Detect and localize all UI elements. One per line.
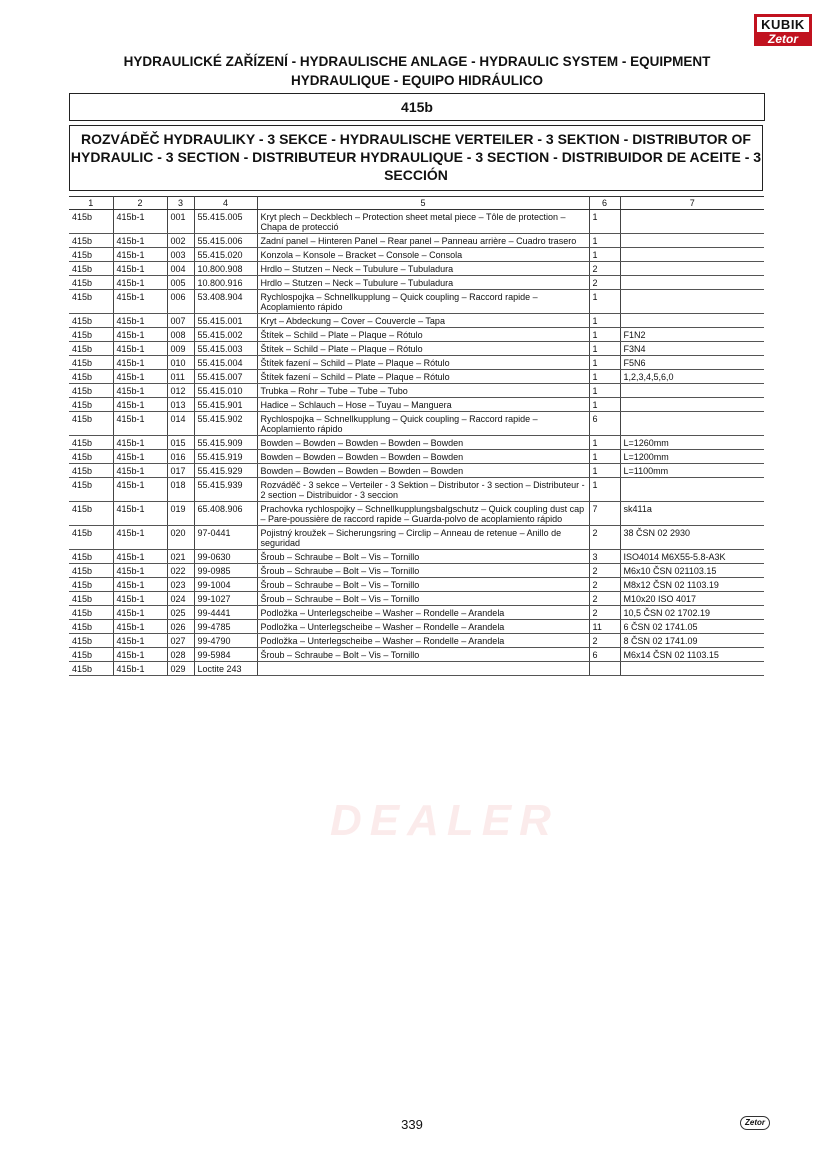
subgroup-cell: 415b-1 bbox=[113, 370, 167, 384]
position-cell: 027 bbox=[167, 634, 194, 648]
note-cell: M6x10 ČSN 021103.15 bbox=[620, 564, 764, 578]
part-number-cell: Loctite 243 bbox=[194, 662, 257, 676]
part-number-cell: 55.415.007 bbox=[194, 370, 257, 384]
note-cell bbox=[620, 412, 764, 436]
subgroup-cell: 415b-1 bbox=[113, 550, 167, 564]
part-number-cell: 10.800.908 bbox=[194, 262, 257, 276]
table-row bbox=[69, 634, 764, 648]
position-cell: 005 bbox=[167, 276, 194, 290]
quantity-cell: 1 bbox=[589, 370, 620, 384]
description-cell: Pojistný kroužek – Sicherungsring – Circlip – Anneau de retenue – Anillo de seguridad bbox=[257, 526, 589, 550]
subgroup-cell: 415b-1 bbox=[113, 592, 167, 606]
table-row bbox=[69, 592, 764, 606]
part-number-cell: 99-1004 bbox=[194, 578, 257, 592]
position-cell: 018 bbox=[167, 478, 194, 502]
part-number-cell: 55.415.919 bbox=[194, 450, 257, 464]
position-cell: 003 bbox=[167, 248, 194, 262]
note-cell: sk411a bbox=[620, 502, 764, 526]
table-row bbox=[69, 526, 764, 550]
description-cell bbox=[257, 662, 589, 676]
note-cell bbox=[620, 662, 764, 676]
group-cell: 415b bbox=[69, 620, 113, 634]
group-cell: 415b bbox=[69, 450, 113, 464]
table-row bbox=[69, 620, 764, 634]
section-title-line1: ROZVÁDĚČ HYDRAULIKY - 3 SEKCE - HYDRAULISCHE VERTEILER - 3 SEKTION - DISTRIBUTOR OF bbox=[81, 131, 751, 147]
section-title bbox=[69, 125, 763, 191]
group-cell: 415b bbox=[69, 550, 113, 564]
description-cell: Bowden – Bowden – Bowden – Bowden – Bowden bbox=[257, 464, 589, 478]
part-number-cell: 99-5984 bbox=[194, 648, 257, 662]
subgroup-cell: 415b-1 bbox=[113, 412, 167, 436]
position-cell: 010 bbox=[167, 356, 194, 370]
group-cell: 415b bbox=[69, 210, 113, 234]
description-cell: Zadní panel – Hinteren Panel – Rear panel – Panneau arrière – Cuadro trasero bbox=[257, 234, 589, 248]
note-cell bbox=[620, 290, 764, 314]
position-cell: 025 bbox=[167, 606, 194, 620]
position-cell: 002 bbox=[167, 234, 194, 248]
description-cell: Trubka – Rohr – Tube – Tube – Tubo bbox=[257, 384, 589, 398]
description-cell: Prachovka rychlospojky – Schnellkupplungsbalgschutz – Quick coupling dust cap – Pare-poussière de raccord rapide – Guarda-polvo de acoplamiento rápido bbox=[257, 502, 589, 526]
description-cell: Kryt plech – Deckblech – Protection sheet metal piece – Tôle de protection – Chapa de protecció bbox=[257, 210, 589, 234]
quantity-cell: 1 bbox=[589, 398, 620, 412]
position-cell: 014 bbox=[167, 412, 194, 436]
table-row bbox=[69, 328, 764, 342]
part-number-cell: 99-0630 bbox=[194, 550, 257, 564]
group-cell: 415b bbox=[69, 502, 113, 526]
quantity-cell: 1 bbox=[589, 314, 620, 328]
table-row bbox=[69, 606, 764, 620]
group-cell: 415b bbox=[69, 370, 113, 384]
part-number-cell: 99-1027 bbox=[194, 592, 257, 606]
subgroup-cell: 415b-1 bbox=[113, 464, 167, 478]
description-cell: Kryt – Abdeckung – Cover – Couvercle – Tapa bbox=[257, 314, 589, 328]
zetor-logo-text: Zetor bbox=[754, 32, 812, 46]
note-cell: 8 ČSN 02 1741.09 bbox=[620, 634, 764, 648]
subgroup-cell: 415b-1 bbox=[113, 450, 167, 464]
column-header: 4 bbox=[194, 197, 257, 210]
note-cell bbox=[620, 478, 764, 502]
position-cell: 008 bbox=[167, 328, 194, 342]
note-cell: L=1100mm bbox=[620, 464, 764, 478]
group-cell: 415b bbox=[69, 412, 113, 436]
quantity-cell: 1 bbox=[589, 328, 620, 342]
group-cell: 415b bbox=[69, 436, 113, 450]
note-cell: 38 ČSN 02 2930 bbox=[620, 526, 764, 550]
quantity-cell: 1 bbox=[589, 248, 620, 262]
subgroup-cell: 415b-1 bbox=[113, 564, 167, 578]
note-cell: M8x12 ČSN 02 1103.19 bbox=[620, 578, 764, 592]
group-cell: 415b bbox=[69, 276, 113, 290]
position-cell: 028 bbox=[167, 648, 194, 662]
part-number-cell: 10.800.916 bbox=[194, 276, 257, 290]
description-cell: Bowden – Bowden – Bowden – Bowden – Bowden bbox=[257, 436, 589, 450]
description-cell: Podložka – Unterlegscheibe – Washer – Rondelle – Arandela bbox=[257, 634, 589, 648]
description-cell: Štítek – Schild – Plate – Plaque – Rótulo bbox=[257, 328, 589, 342]
quantity-cell: 2 bbox=[589, 578, 620, 592]
group-cell: 415b bbox=[69, 464, 113, 478]
page-title-line1: HYDRAULICKÉ ZAŘÍZENÍ - HYDRAULISCHE ANLAGE - HYDRAULIC SYSTEM - EQUIPMENT bbox=[123, 54, 711, 69]
quantity-cell: 1 bbox=[589, 234, 620, 248]
part-number-cell: 53.408.904 bbox=[194, 290, 257, 314]
part-number-cell: 55.415.939 bbox=[194, 478, 257, 502]
parts-table-body bbox=[69, 210, 764, 676]
note-cell: L=1200mm bbox=[620, 450, 764, 464]
table-row bbox=[69, 342, 764, 356]
group-cell: 415b bbox=[69, 314, 113, 328]
position-cell: 022 bbox=[167, 564, 194, 578]
parts-table bbox=[69, 196, 764, 676]
note-cell bbox=[620, 276, 764, 290]
position-cell: 015 bbox=[167, 436, 194, 450]
note-cell: L=1260mm bbox=[620, 436, 764, 450]
subgroup-cell: 415b-1 bbox=[113, 356, 167, 370]
description-cell: Šroub – Schraube – Bolt – Vis – Tornillo bbox=[257, 564, 589, 578]
table-row bbox=[69, 436, 764, 450]
quantity-cell: 1 bbox=[589, 478, 620, 502]
description-cell: Hadice – Schlauch – Hose – Tuyau – Manguera bbox=[257, 398, 589, 412]
note-cell bbox=[620, 210, 764, 234]
note-cell: F1N2 bbox=[620, 328, 764, 342]
part-number-cell: 55.415.010 bbox=[194, 384, 257, 398]
quantity-cell: 1 bbox=[589, 356, 620, 370]
table-row bbox=[69, 276, 764, 290]
subgroup-cell: 415b-1 bbox=[113, 210, 167, 234]
part-number-cell: 55.415.001 bbox=[194, 314, 257, 328]
quantity-cell: 2 bbox=[589, 606, 620, 620]
group-cell: 415b bbox=[69, 564, 113, 578]
position-cell: 017 bbox=[167, 464, 194, 478]
group-cell: 415b bbox=[69, 234, 113, 248]
group-cell: 415b bbox=[69, 290, 113, 314]
column-header: 3 bbox=[167, 197, 194, 210]
subgroup-cell: 415b-1 bbox=[113, 276, 167, 290]
quantity-cell: 1 bbox=[589, 210, 620, 234]
part-number-cell: 55.415.005 bbox=[194, 210, 257, 234]
group-code: 415b bbox=[69, 93, 765, 121]
column-header: 2 bbox=[113, 197, 167, 210]
table-row bbox=[69, 450, 764, 464]
note-cell: 10,5 ČSN 02 1702.19 bbox=[620, 606, 764, 620]
quantity-cell: 2 bbox=[589, 592, 620, 606]
quantity-cell: 1 bbox=[589, 342, 620, 356]
note-cell bbox=[620, 234, 764, 248]
quantity-cell: 6 bbox=[589, 412, 620, 436]
subgroup-cell: 415b-1 bbox=[113, 620, 167, 634]
group-cell: 415b bbox=[69, 648, 113, 662]
table-row bbox=[69, 314, 764, 328]
table-row bbox=[69, 578, 764, 592]
subgroup-cell: 415b-1 bbox=[113, 328, 167, 342]
part-number-cell: 55.415.006 bbox=[194, 234, 257, 248]
subgroup-cell: 415b-1 bbox=[113, 436, 167, 450]
note-cell bbox=[620, 384, 764, 398]
quantity-cell: 1 bbox=[589, 450, 620, 464]
table-row bbox=[69, 478, 764, 502]
table-row bbox=[69, 234, 764, 248]
note-cell bbox=[620, 262, 764, 276]
position-cell: 011 bbox=[167, 370, 194, 384]
part-number-cell: 99-4441 bbox=[194, 606, 257, 620]
page-number: 339 bbox=[401, 1117, 423, 1132]
position-cell: 024 bbox=[167, 592, 194, 606]
part-number-cell: 55.415.902 bbox=[194, 412, 257, 436]
position-cell: 026 bbox=[167, 620, 194, 634]
page-title-line2: HYDRAULIQUE - EQUIPO HIDRÁULICO bbox=[290, 73, 543, 88]
table-row bbox=[69, 262, 764, 276]
note-cell bbox=[620, 398, 764, 412]
position-cell: 006 bbox=[167, 290, 194, 314]
description-cell: Šroub – Schraube – Bolt – Vis – Tornillo bbox=[257, 578, 589, 592]
part-number-cell: 65.408.906 bbox=[194, 502, 257, 526]
description-cell: Šroub – Schraube – Bolt – Vis – Tornillo bbox=[257, 592, 589, 606]
note-cell: M10x20 ISO 4017 bbox=[620, 592, 764, 606]
subgroup-cell: 415b-1 bbox=[113, 634, 167, 648]
position-cell: 021 bbox=[167, 550, 194, 564]
table-row bbox=[69, 210, 764, 234]
position-cell: 019 bbox=[167, 502, 194, 526]
zetor-footer-logo: Zetor bbox=[740, 1116, 770, 1130]
quantity-cell: 1 bbox=[589, 290, 620, 314]
subgroup-cell: 415b-1 bbox=[113, 342, 167, 356]
part-number-cell: 55.415.004 bbox=[194, 356, 257, 370]
position-cell: 020 bbox=[167, 526, 194, 550]
part-number-cell: 55.415.909 bbox=[194, 436, 257, 450]
table-header-row bbox=[69, 197, 764, 210]
quantity-cell: 2 bbox=[589, 526, 620, 550]
description-cell: Hrdlo – Stutzen – Neck – Tubulure – Tubuladura bbox=[257, 276, 589, 290]
note-cell: F3N4 bbox=[620, 342, 764, 356]
position-cell: 009 bbox=[167, 342, 194, 356]
table-row bbox=[69, 384, 764, 398]
column-header: 1 bbox=[69, 197, 113, 210]
note-cell: 6 ČSN 02 1741.05 bbox=[620, 620, 764, 634]
subgroup-cell: 415b-1 bbox=[113, 606, 167, 620]
description-cell: Hrdlo – Stutzen – Neck – Tubulure – Tubuladura bbox=[257, 262, 589, 276]
part-number-cell: 99-4785 bbox=[194, 620, 257, 634]
note-cell bbox=[620, 248, 764, 262]
description-cell: Štítek fazení – Schild – Plate – Plaque – Rótulo bbox=[257, 370, 589, 384]
table-row bbox=[69, 662, 764, 676]
part-number-cell: 55.415.929 bbox=[194, 464, 257, 478]
subgroup-cell: 415b-1 bbox=[113, 384, 167, 398]
group-cell: 415b bbox=[69, 356, 113, 370]
table-row bbox=[69, 464, 764, 478]
note-cell: 1,2,3,4,5,6,0 bbox=[620, 370, 764, 384]
subgroup-cell: 415b-1 bbox=[113, 662, 167, 676]
subgroup-cell: 415b-1 bbox=[113, 502, 167, 526]
table-row bbox=[69, 370, 764, 384]
quantity-cell: 3 bbox=[589, 550, 620, 564]
quantity-cell: 2 bbox=[589, 634, 620, 648]
position-cell: 001 bbox=[167, 210, 194, 234]
subgroup-cell: 415b-1 bbox=[113, 234, 167, 248]
subgroup-cell: 415b-1 bbox=[113, 290, 167, 314]
table-row bbox=[69, 564, 764, 578]
group-cell: 415b bbox=[69, 384, 113, 398]
table-row bbox=[69, 356, 764, 370]
note-cell: F5N6 bbox=[620, 356, 764, 370]
description-cell: Štítek fazení – Schild – Plate – Plaque – Rótulo bbox=[257, 356, 589, 370]
description-cell: Rychlospojka – Schnellkupplung – Quick coupling – Raccord rapide – Acoplamiento rápido bbox=[257, 412, 589, 436]
note-cell: M6x14 ČSN 02 1103.15 bbox=[620, 648, 764, 662]
group-cell: 415b bbox=[69, 634, 113, 648]
dealer-watermark: DEALER bbox=[330, 796, 559, 845]
description-cell: Štítek – Schild – Plate – Plaque – Rótulo bbox=[257, 342, 589, 356]
part-number-cell: 55.415.901 bbox=[194, 398, 257, 412]
quantity-cell: 11 bbox=[589, 620, 620, 634]
group-cell: 415b bbox=[69, 606, 113, 620]
page-title bbox=[70, 52, 764, 90]
part-number-cell: 55.415.002 bbox=[194, 328, 257, 342]
part-number-cell: 97-0441 bbox=[194, 526, 257, 550]
description-cell: Podložka – Unterlegscheibe – Washer – Rondelle – Arandela bbox=[257, 606, 589, 620]
position-cell: 004 bbox=[167, 262, 194, 276]
description-cell: Bowden – Bowden – Bowden – Bowden – Bowden bbox=[257, 450, 589, 464]
part-number-cell: 99-0985 bbox=[194, 564, 257, 578]
note-cell: ISO4014 M6X55-5.8-A3K bbox=[620, 550, 764, 564]
subgroup-cell: 415b-1 bbox=[113, 398, 167, 412]
position-cell: 029 bbox=[167, 662, 194, 676]
group-cell: 415b bbox=[69, 342, 113, 356]
quantity-cell: 6 bbox=[589, 648, 620, 662]
table-row bbox=[69, 412, 764, 436]
position-cell: 023 bbox=[167, 578, 194, 592]
subgroup-cell: 415b-1 bbox=[113, 526, 167, 550]
position-cell: 012 bbox=[167, 384, 194, 398]
table-row bbox=[69, 248, 764, 262]
group-cell: 415b bbox=[69, 248, 113, 262]
group-cell: 415b bbox=[69, 592, 113, 606]
subgroup-cell: 415b-1 bbox=[113, 648, 167, 662]
group-cell: 415b bbox=[69, 662, 113, 676]
subgroup-cell: 415b-1 bbox=[113, 314, 167, 328]
table-row bbox=[69, 398, 764, 412]
description-cell: Rozváděč - 3 sekce – Verteiler - 3 Sektion – Distributor - 3 section – Distributeur - 2 section – Distribuidor - 3 seccion bbox=[257, 478, 589, 502]
column-header: 6 bbox=[589, 197, 620, 210]
subgroup-cell: 415b-1 bbox=[113, 478, 167, 502]
column-header: 5 bbox=[257, 197, 589, 210]
group-cell: 415b bbox=[69, 526, 113, 550]
note-cell bbox=[620, 314, 764, 328]
quantity-cell bbox=[589, 662, 620, 676]
position-cell: 016 bbox=[167, 450, 194, 464]
subgroup-cell: 415b-1 bbox=[113, 262, 167, 276]
part-number-cell: 99-4790 bbox=[194, 634, 257, 648]
position-cell: 013 bbox=[167, 398, 194, 412]
quantity-cell: 7 bbox=[589, 502, 620, 526]
table-row bbox=[69, 290, 764, 314]
description-cell: Rychlospojka – Schnellkupplung – Quick coupling – Raccord rapide – Acoplamiento rápido bbox=[257, 290, 589, 314]
description-cell: Podložka – Unterlegscheibe – Washer – Rondelle – Arandela bbox=[257, 620, 589, 634]
part-number-cell: 55.415.003 bbox=[194, 342, 257, 356]
section-title-line3: SECCIÓN bbox=[384, 167, 448, 183]
description-cell: Konzola – Konsole – Bracket – Console – Consola bbox=[257, 248, 589, 262]
table-row bbox=[69, 550, 764, 564]
table-row bbox=[69, 648, 764, 662]
group-cell: 415b bbox=[69, 328, 113, 342]
quantity-cell: 1 bbox=[589, 384, 620, 398]
position-cell: 007 bbox=[167, 314, 194, 328]
quantity-cell: 2 bbox=[589, 262, 620, 276]
table-row bbox=[69, 502, 764, 526]
group-cell: 415b bbox=[69, 262, 113, 276]
group-cell: 415b bbox=[69, 478, 113, 502]
quantity-cell: 2 bbox=[589, 276, 620, 290]
quantity-cell: 1 bbox=[589, 464, 620, 478]
quantity-cell: 2 bbox=[589, 564, 620, 578]
kubik-zetor-logo bbox=[754, 14, 812, 48]
subgroup-cell: 415b-1 bbox=[113, 248, 167, 262]
column-header: 7 bbox=[620, 197, 764, 210]
group-cell: 415b bbox=[69, 578, 113, 592]
kubik-logo-text: KUBIK bbox=[754, 14, 812, 32]
group-cell: 415b bbox=[69, 398, 113, 412]
subgroup-cell: 415b-1 bbox=[113, 578, 167, 592]
quantity-cell: 1 bbox=[589, 436, 620, 450]
section-title-line2: HYDRAULIC - 3 SECTION - DISTRIBUTEUR HYDRAULIQUE - 3 SECTION - DISTRIBUIDOR DE ACEITE - 3 bbox=[70, 149, 762, 165]
part-number-cell: 55.415.020 bbox=[194, 248, 257, 262]
description-cell: Šroub – Schraube – Bolt – Vis – Tornillo bbox=[257, 648, 589, 662]
description-cell: Šroub – Schraube – Bolt – Vis – Tornillo bbox=[257, 550, 589, 564]
